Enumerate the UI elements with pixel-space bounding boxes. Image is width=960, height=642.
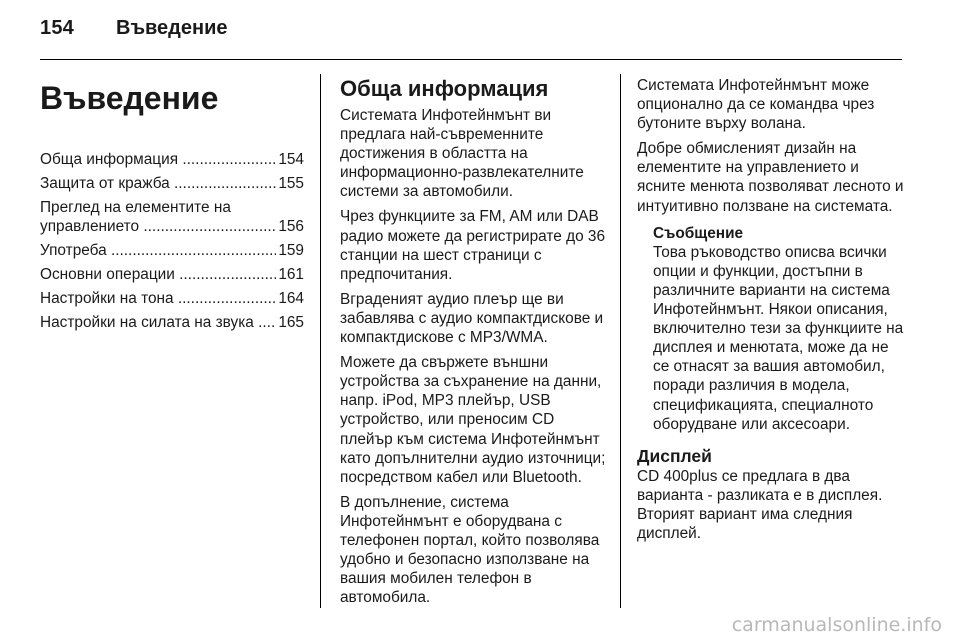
paragraph: В допълнение, система Инфотейнмънт е оборудвана с телефонен портал, който позволява удобно и безопасно използване на вашия мобилен телефон в автомобила. — [340, 493, 600, 607]
toc-entry[interactable] — [40, 313, 304, 332]
paragraph: Чрез функциите за FM, AM или DAB радио можете да регистрирате до 36 станции на шест страници с предпочитания. — [340, 208, 606, 283]
toc-entry[interactable] — [40, 289, 304, 308]
toc-page: 155 — [278, 175, 304, 192]
toc-entry[interactable] — [40, 241, 304, 260]
section-title: Обща информация — [340, 76, 549, 101]
toc-entry[interactable] — [40, 265, 304, 284]
paragraph: Добре обмисленият дизайн на елементите на управлението и ясните менюта позволяват лесното и интуитивно ползване на системата. — [637, 140, 904, 215]
toc-page: 164 — [278, 290, 304, 307]
toc-label: Преглед на елементите на управлението ..... — [40, 199, 276, 235]
note-text: Това ръководство описва всички опции и функции, достъпни в различните варианти на система Инфотейнмънт. Някои описания, включително тези за функциите на дисплея и менютата, може да не се отнасят за вашия автомобил, поради различия в модела, спецификацията, специалното оборудване или аксесоари. — [653, 243, 904, 433]
toc-label: Обща информация ..... — [40, 151, 276, 168]
paragraph: Вграденият аудио плеър ще ви забавлява с аудио компактдискове и компактдискове с MP3/WMA. — [340, 290, 604, 347]
toc-entry[interactable] — [40, 150, 304, 169]
toc-label: Настройки на тона ..... — [40, 290, 276, 307]
paragraph: Системата Инфотейнмънт ви предлага най-съвременните достижения в областта на информационно-развлекателните системи за автомобили. — [340, 107, 584, 201]
note-label: Съобщение — [653, 224, 744, 242]
toc-page: 159 — [278, 242, 304, 259]
paragraph: CD 400plus се предлага в два варианта - разликата е в дисплея. Вторият вариант има следния дисплей. — [637, 467, 883, 542]
page-number: 154 — [40, 17, 74, 39]
header-rule — [40, 59, 902, 60]
toc-entry[interactable] — [40, 198, 304, 236]
toc-label: Защита от кражба ..... — [40, 175, 276, 192]
toc-page: 161 — [278, 266, 304, 283]
toc-page: 156 — [278, 218, 304, 235]
toc-label: Основни операции ..... — [40, 266, 276, 283]
left-column — [40, 76, 304, 337]
toc-label: Настройки на силата на звука ..... — [40, 314, 276, 331]
middle-column — [340, 76, 606, 613]
toc-page: 165 — [278, 314, 304, 331]
running-title: Въведение — [116, 17, 228, 39]
column-divider-left — [320, 74, 321, 608]
column-divider-right — [620, 74, 621, 608]
toc-label: Употреба ..... — [40, 242, 276, 259]
toc-page: 154 — [278, 151, 304, 168]
note-box — [653, 224, 909, 434]
right-column — [637, 76, 909, 549]
chapter-title: Въведение — [40, 80, 219, 116]
toc-entry[interactable] — [40, 174, 304, 193]
paragraph: Системата Инфотейнмънт може опционално да се командва чрез бутоните върху волана. — [637, 77, 875, 133]
table-of-contents — [40, 150, 304, 332]
paragraph: Можете да свържете външни устройства за съхранение на данни, напр. iPod, MP3 плейър, USB устройство, или преносим CD плейър към система Инфотейнмънт като допълнителни аудио източници; посредством кабел или Bluetooth. — [340, 354, 606, 486]
watermark: carmanualsonline.info — [731, 614, 942, 636]
subsection-title: Дисплей — [637, 445, 712, 466]
